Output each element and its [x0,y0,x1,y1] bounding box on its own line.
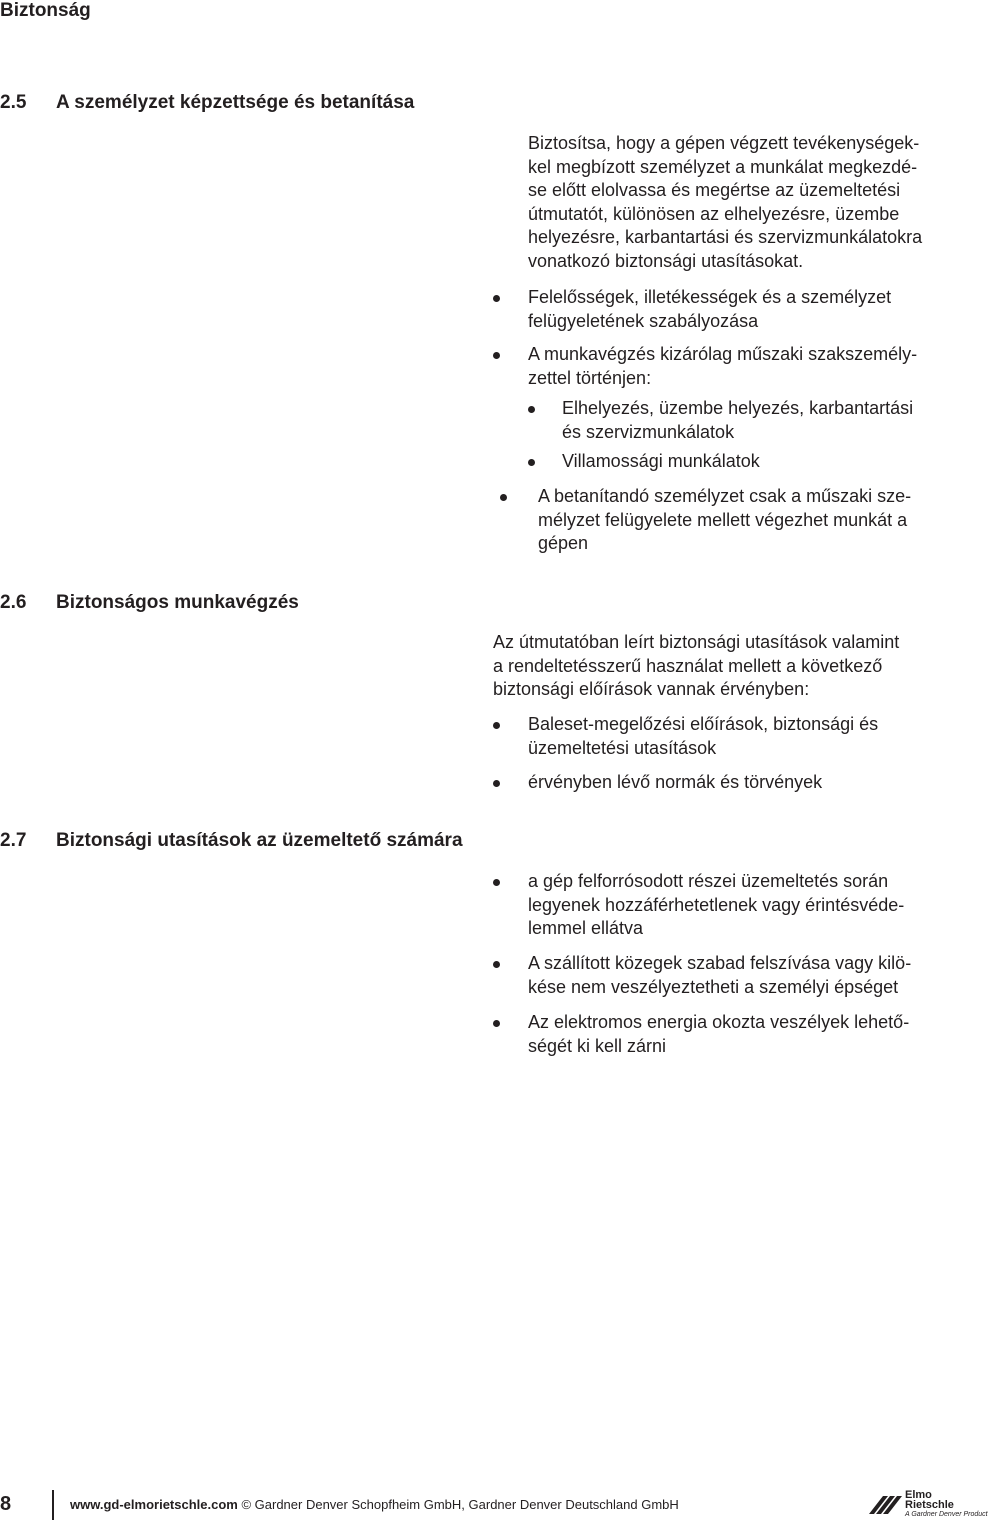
section-number: 2.7 [0,830,27,851]
text-line: érvényben lévő normák és törvények [528,772,823,792]
text-line: legyenek hozzáférhetetlenek vagy érintésvéde- [528,894,905,915]
footer-url: www.gd-elmorietschle.com [70,1497,238,1512]
bullet-icon [493,295,500,302]
text-line: mélyzet felügyelete mellett végezhet munkát a [538,509,908,530]
section-number: 2.5 [0,92,27,113]
footer-divider [52,1490,54,1520]
footer-text [70,1496,679,1514]
list-item [562,450,760,474]
logo-word-elmo: Elmo [905,1489,932,1501]
section-title: A személyzet képzettsége és betanítása [56,92,415,113]
text-line: lemmel ellátva [528,918,644,938]
text-line: Az elektromos energia okozta veszélyek lehető- [528,1012,910,1032]
list-item [528,286,891,333]
bullet-icon [493,961,500,968]
elmo-rietschle-stripes-logo-icon [868,1494,904,1516]
text-line: a rendeltetésszerű használat mellett a következő [493,655,883,676]
text-line: kése nem veszélyeztetheti a személyi épséget [528,976,899,997]
text-line: se előtt elolvassa és megértse az üzemeltetési [528,180,901,200]
list-item [528,343,917,390]
page-header-title: Biztonság [0,0,91,21]
text-line: üzemeltetési utasítások [528,737,717,758]
text-line: A szállított közegek szabad felszívása vagy kilö- [528,953,912,973]
text-line: Az útmutatóban leírt biztonsági utasítások valamint [493,632,900,652]
text-line: zettel történjen: [528,367,652,388]
bullet-icon [528,459,535,466]
logo-word-rietschle: Rietschle [905,1499,954,1511]
text-line: gépen [538,533,589,553]
list-item [562,397,913,444]
text-line: Felelősségek, illetékességek és a személyzet [528,287,892,307]
list-item [528,771,822,795]
logo-tagline: A Gardner Denver Product [905,1511,988,1518]
list-item [528,1011,909,1058]
text-line: Elhelyezés, üzembe helyezés, karbantartási [562,398,914,418]
bullet-icon [493,1020,500,1027]
list-item [528,870,904,941]
list-item [538,485,911,556]
page-number: 8 [0,1493,12,1515]
text-line: vonatkozó biztonsági utasításokat. [528,250,804,271]
section-2-5-intro [528,132,922,273]
bullet-icon [493,780,500,787]
footer-copyright: © Gardner Denver Schopfheim GmbH, Gardner Denver Deutschland GmbH [241,1497,679,1512]
elmo-rietschle-logo [868,1488,988,1518]
section-title: Biztonsági utasítások az üzemeltető számára [56,830,463,851]
text-line: biztonsági előírások vannak érvényben: [493,679,810,699]
section-2-6-intro [493,631,899,702]
bullet-icon [500,494,507,501]
text-line: A betanítandó személyzet csak a műszaki sze- [538,486,912,506]
section-title: Biztonságos munkavégzés [56,592,299,613]
text-line: Biztosítsa, hogy a gépen végzett tevékenységek- [528,133,920,153]
section-heading-2-6 [0,592,299,614]
text-line: útmutatót, különösen az elhelyezésre, üzembe [528,203,900,224]
text-line: ségét ki kell zárni [528,1035,667,1056]
text-line: a gép felforrósodott részei üzemeltetés során [528,871,889,891]
text-line: helyezésre, karbantartási és szervizmunkálatokra [528,227,923,247]
bullet-icon [493,879,500,886]
text-line: Baleset-megelőzési előírások, biztonsági és [528,714,879,734]
bullet-icon [528,406,535,413]
text-line: Villamossági munkálatok [562,451,760,471]
text-line: és szervizmunkálatok [562,421,735,442]
section-number: 2.6 [0,592,27,613]
bullet-icon [493,352,500,359]
list-item [528,713,878,760]
section-heading-2-7 [0,830,463,852]
text-line: felügyeletének szabályozása [528,310,759,331]
text-line: A munkavégzés kizárólag műszaki szakszemély- [528,344,918,364]
list-item [528,952,911,999]
text-line: kel megbízott személyzet a munkálat megkezdé- [528,156,918,177]
section-heading-2-5 [0,92,414,114]
bullet-icon [493,722,500,729]
